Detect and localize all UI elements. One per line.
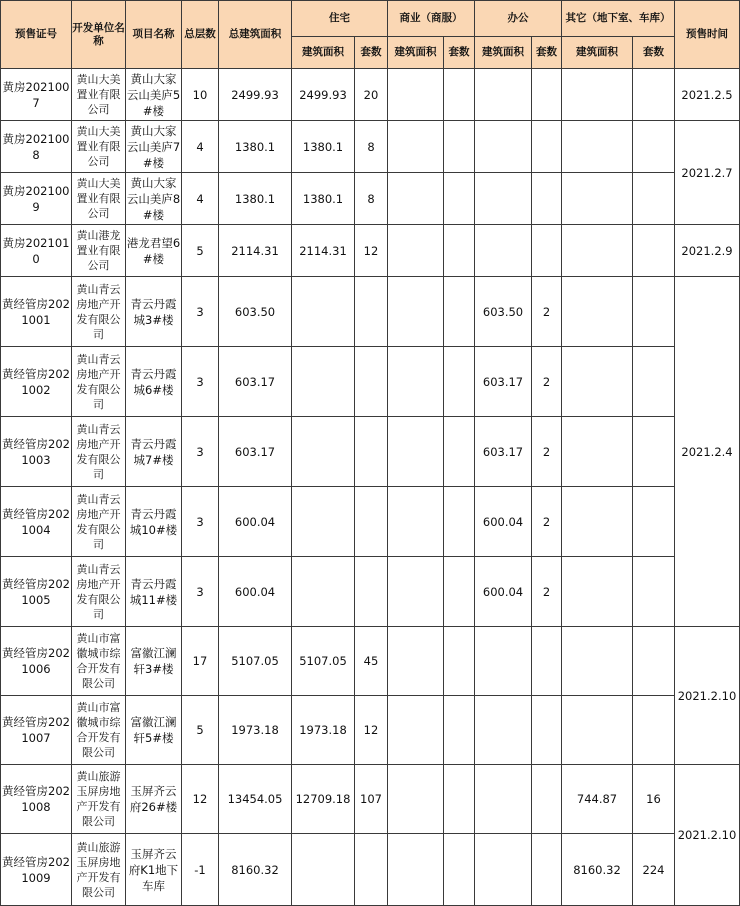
cell-permit-no: 黄房2021007 — [1, 69, 72, 121]
cell-developer: 黄山青云房地产开发有限公司 — [72, 557, 126, 627]
cell-off-units — [532, 69, 562, 121]
cell-project: 港龙君望6#楼 — [126, 225, 182, 277]
cell-project: 黄山大家云山美庐8#楼 — [126, 173, 182, 225]
cell-oth-area — [562, 69, 633, 121]
cell-total-area: 1380.1 — [219, 121, 292, 173]
cell-total-area: 603.17 — [219, 347, 292, 417]
cell-oth-units — [633, 69, 675, 121]
cell-oth-units — [633, 173, 675, 225]
cell-com-units — [444, 765, 475, 834]
cell-oth-units — [633, 277, 675, 347]
cell-oth-units — [633, 347, 675, 417]
cell-project: 玉屏齐云府K1地下车库 — [126, 834, 182, 906]
cell-oth-units — [633, 696, 675, 765]
cell-sale-date: 2021.2.10 — [675, 627, 740, 765]
table-row — [1, 173, 740, 225]
header-off-area: 建筑面积 — [475, 37, 532, 69]
cell-off-units — [532, 696, 562, 765]
cell-permit-no: 黄房2021009 — [1, 173, 72, 225]
cell-total-area: 1380.1 — [219, 173, 292, 225]
cell-res-area — [292, 417, 355, 487]
cell-off-units: 2 — [532, 557, 562, 627]
cell-com-area — [388, 69, 444, 121]
cell-total-area: 8160.32 — [219, 834, 292, 906]
cell-floors: 4 — [182, 173, 219, 225]
cell-floors: 12 — [182, 765, 219, 834]
table-row — [1, 69, 740, 121]
cell-permit-no: 黄经管房2021005 — [1, 557, 72, 627]
cell-oth-units — [633, 121, 675, 173]
cell-oth-area — [562, 347, 633, 417]
cell-floors: 4 — [182, 121, 219, 173]
cell-project: 青云丹霞城3#楼 — [126, 277, 182, 347]
cell-oth-area — [562, 277, 633, 347]
cell-off-units — [532, 627, 562, 696]
header-com-units: 套数 — [444, 37, 475, 69]
cell-project: 青云丹霞城7#楼 — [126, 417, 182, 487]
cell-off-units — [532, 173, 562, 225]
cell-res-units: 12 — [355, 225, 388, 277]
header-com-area: 建筑面积 — [388, 37, 444, 69]
cell-res-units: 20 — [355, 69, 388, 121]
cell-res-units: 12 — [355, 696, 388, 765]
cell-developer: 黄山旅游玉屏房地产开发有限公司 — [72, 834, 126, 906]
cell-oth-area — [562, 121, 633, 173]
cell-project: 富徽江澜轩5#楼 — [126, 696, 182, 765]
cell-res-units — [355, 347, 388, 417]
cell-total-area: 600.04 — [219, 487, 292, 557]
cell-com-area — [388, 557, 444, 627]
cell-oth-area — [562, 173, 633, 225]
cell-com-area — [388, 696, 444, 765]
cell-com-units — [444, 834, 475, 906]
cell-project: 黄山大家云山美庐7#楼 — [126, 121, 182, 173]
cell-com-units — [444, 487, 475, 557]
cell-project: 青云丹霞城10#楼 — [126, 487, 182, 557]
cell-off-units: 2 — [532, 277, 562, 347]
cell-com-units — [444, 121, 475, 173]
cell-permit-no: 黄经管房2021006 — [1, 627, 72, 696]
cell-project: 黄山大家云山美庐5#楼 — [126, 69, 182, 121]
cell-com-area — [388, 417, 444, 487]
cell-off-area — [475, 834, 532, 906]
cell-total-area: 5107.05 — [219, 627, 292, 696]
cell-total-area: 603.17 — [219, 417, 292, 487]
cell-oth-area — [562, 417, 633, 487]
header-floors: 总层数 — [182, 1, 219, 69]
cell-permit-no: 黄经管房2021004 — [1, 487, 72, 557]
cell-res-area: 5107.05 — [292, 627, 355, 696]
cell-developer: 黄山大美置业有限公司 — [72, 69, 126, 121]
cell-off-units — [532, 225, 562, 277]
cell-com-area — [388, 277, 444, 347]
cell-res-units: 8 — [355, 173, 388, 225]
cell-oth-area: 8160.32 — [562, 834, 633, 906]
cell-com-units — [444, 696, 475, 765]
cell-res-units — [355, 277, 388, 347]
header-residential: 住宅 — [292, 1, 388, 37]
cell-com-area — [388, 487, 444, 557]
cell-floors: 3 — [182, 347, 219, 417]
cell-com-units — [444, 347, 475, 417]
cell-developer: 黄山青云房地产开发有限公司 — [72, 277, 126, 347]
cell-developer: 黄山青云房地产开发有限公司 — [72, 487, 126, 557]
cell-com-units — [444, 557, 475, 627]
cell-oth-area: 744.87 — [562, 765, 633, 834]
cell-total-area: 1973.18 — [219, 696, 292, 765]
cell-floors: 5 — [182, 696, 219, 765]
cell-res-area — [292, 277, 355, 347]
header-commercial: 商业（商服） — [388, 1, 475, 37]
cell-developer: 黄山大美置业有限公司 — [72, 121, 126, 173]
cell-total-area: 603.50 — [219, 277, 292, 347]
cell-com-area — [388, 225, 444, 277]
cell-res-area: 1380.1 — [292, 173, 355, 225]
cell-sale-date: 2021.2.7 — [675, 121, 740, 225]
cell-com-area — [388, 347, 444, 417]
cell-off-area — [475, 627, 532, 696]
cell-project: 富徽江澜轩3#楼 — [126, 627, 182, 696]
table-row — [1, 417, 740, 487]
cell-floors: 17 — [182, 627, 219, 696]
cell-res-units — [355, 417, 388, 487]
cell-developer: 黄山青云房地产开发有限公司 — [72, 347, 126, 417]
header-oth-area: 建筑面积 — [562, 37, 633, 69]
cell-oth-units — [633, 225, 675, 277]
cell-floors: 3 — [182, 557, 219, 627]
cell-com-units — [444, 627, 475, 696]
cell-permit-no: 黄经管房2021002 — [1, 347, 72, 417]
cell-off-area: 600.04 — [475, 487, 532, 557]
cell-oth-area — [562, 696, 633, 765]
cell-res-area — [292, 487, 355, 557]
cell-permit-no: 黄经管房2021001 — [1, 277, 72, 347]
cell-oth-units — [633, 417, 675, 487]
cell-res-units — [355, 834, 388, 906]
cell-off-area — [475, 173, 532, 225]
cell-project: 青云丹霞城6#楼 — [126, 347, 182, 417]
table-row — [1, 696, 740, 765]
cell-off-area: 603.17 — [475, 417, 532, 487]
cell-total-area: 13454.05 — [219, 765, 292, 834]
cell-permit-no: 黄房2021008 — [1, 121, 72, 173]
cell-developer: 黄山旅游玉屏房地产开发有限公司 — [72, 765, 126, 834]
cell-oth-units: 16 — [633, 765, 675, 834]
cell-off-area: 603.50 — [475, 277, 532, 347]
cell-res-units — [355, 487, 388, 557]
table-row — [1, 121, 740, 173]
cell-res-units: 45 — [355, 627, 388, 696]
header-total-area: 总建筑面积 — [219, 1, 292, 69]
cell-floors: 3 — [182, 277, 219, 347]
cell-off-area: 600.04 — [475, 557, 532, 627]
cell-permit-no: 黄经管房2021007 — [1, 696, 72, 765]
cell-oth-area — [562, 627, 633, 696]
header-off-units: 套数 — [532, 37, 562, 69]
header-office: 办公 — [475, 1, 562, 37]
cell-off-units: 2 — [532, 347, 562, 417]
table-row — [1, 627, 740, 696]
header-project: 项目名称 — [126, 1, 182, 69]
cell-com-units — [444, 417, 475, 487]
cell-res-area — [292, 347, 355, 417]
cell-off-units — [532, 834, 562, 906]
cell-res-area: 2499.93 — [292, 69, 355, 121]
cell-sale-date: 2021.2.5 — [675, 69, 740, 121]
cell-res-area — [292, 834, 355, 906]
table-row — [1, 765, 740, 834]
table-row — [1, 557, 740, 627]
cell-oth-area — [562, 557, 633, 627]
cell-floors: 3 — [182, 487, 219, 557]
table-row — [1, 347, 740, 417]
cell-developer: 黄山市富徽城市综合开发有限公司 — [72, 627, 126, 696]
cell-com-area — [388, 834, 444, 906]
cell-off-area — [475, 765, 532, 834]
cell-floors: -1 — [182, 834, 219, 906]
cell-off-units — [532, 765, 562, 834]
header-res-units: 套数 — [355, 37, 388, 69]
header-res-area: 建筑面积 — [292, 37, 355, 69]
cell-permit-no: 黄经管房2021008 — [1, 765, 72, 834]
cell-off-area — [475, 121, 532, 173]
cell-res-units: 8 — [355, 121, 388, 173]
cell-com-units — [444, 225, 475, 277]
cell-res-area: 2114.31 — [292, 225, 355, 277]
cell-developer: 黄山港龙置业有限公司 — [72, 225, 126, 277]
cell-com-units — [444, 173, 475, 225]
cell-developer: 黄山大美置业有限公司 — [72, 173, 126, 225]
header-permit-no: 预售证号 — [1, 1, 72, 69]
cell-off-units — [532, 121, 562, 173]
cell-developer: 黄山市富徽城市综合开发有限公司 — [72, 696, 126, 765]
cell-floors: 5 — [182, 225, 219, 277]
cell-permit-no: 黄经管房2021009 — [1, 834, 72, 906]
cell-com-area — [388, 627, 444, 696]
header-sale-date: 预售时间 — [675, 1, 740, 69]
cell-permit-no: 黄房2021010 — [1, 225, 72, 277]
cell-oth-units — [633, 557, 675, 627]
cell-oth-units — [633, 627, 675, 696]
cell-oth-units: 224 — [633, 834, 675, 906]
cell-sale-date: 2021.2.10 — [675, 765, 740, 906]
header-developer: 开发单位名称 — [72, 1, 126, 69]
cell-com-units — [444, 69, 475, 121]
table-row — [1, 834, 740, 906]
cell-off-units: 2 — [532, 487, 562, 557]
cell-off-area — [475, 69, 532, 121]
cell-project: 青云丹霞城11#楼 — [126, 557, 182, 627]
header-oth-units: 套数 — [633, 37, 675, 69]
cell-floors: 3 — [182, 417, 219, 487]
cell-res-area: 12709.18 — [292, 765, 355, 834]
table-row — [1, 277, 740, 347]
cell-com-area — [388, 121, 444, 173]
cell-oth-area — [562, 487, 633, 557]
table-row — [1, 225, 740, 277]
cell-oth-area — [562, 225, 633, 277]
cell-developer: 黄山青云房地产开发有限公司 — [72, 417, 126, 487]
table-row — [1, 487, 740, 557]
cell-sale-date: 2021.2.4 — [675, 277, 740, 627]
cell-res-area — [292, 557, 355, 627]
cell-sale-date: 2021.2.9 — [675, 225, 740, 277]
cell-oth-units — [633, 487, 675, 557]
cell-project: 玉屏齐云府26#楼 — [126, 765, 182, 834]
cell-com-units — [444, 277, 475, 347]
cell-off-area: 603.17 — [475, 347, 532, 417]
cell-res-area: 1380.1 — [292, 121, 355, 173]
cell-com-area — [388, 173, 444, 225]
cell-res-units: 107 — [355, 765, 388, 834]
cell-total-area: 600.04 — [219, 557, 292, 627]
cell-floors: 10 — [182, 69, 219, 121]
cell-total-area: 2114.31 — [219, 225, 292, 277]
cell-off-area — [475, 696, 532, 765]
cell-permit-no: 黄经管房2021003 — [1, 417, 72, 487]
cell-res-units — [355, 557, 388, 627]
cell-total-area: 2499.93 — [219, 69, 292, 121]
cell-off-area — [475, 225, 532, 277]
cell-off-units: 2 — [532, 417, 562, 487]
cell-res-area: 1973.18 — [292, 696, 355, 765]
cell-com-area — [388, 765, 444, 834]
header-other: 其它（地下室、车库） — [562, 1, 675, 37]
